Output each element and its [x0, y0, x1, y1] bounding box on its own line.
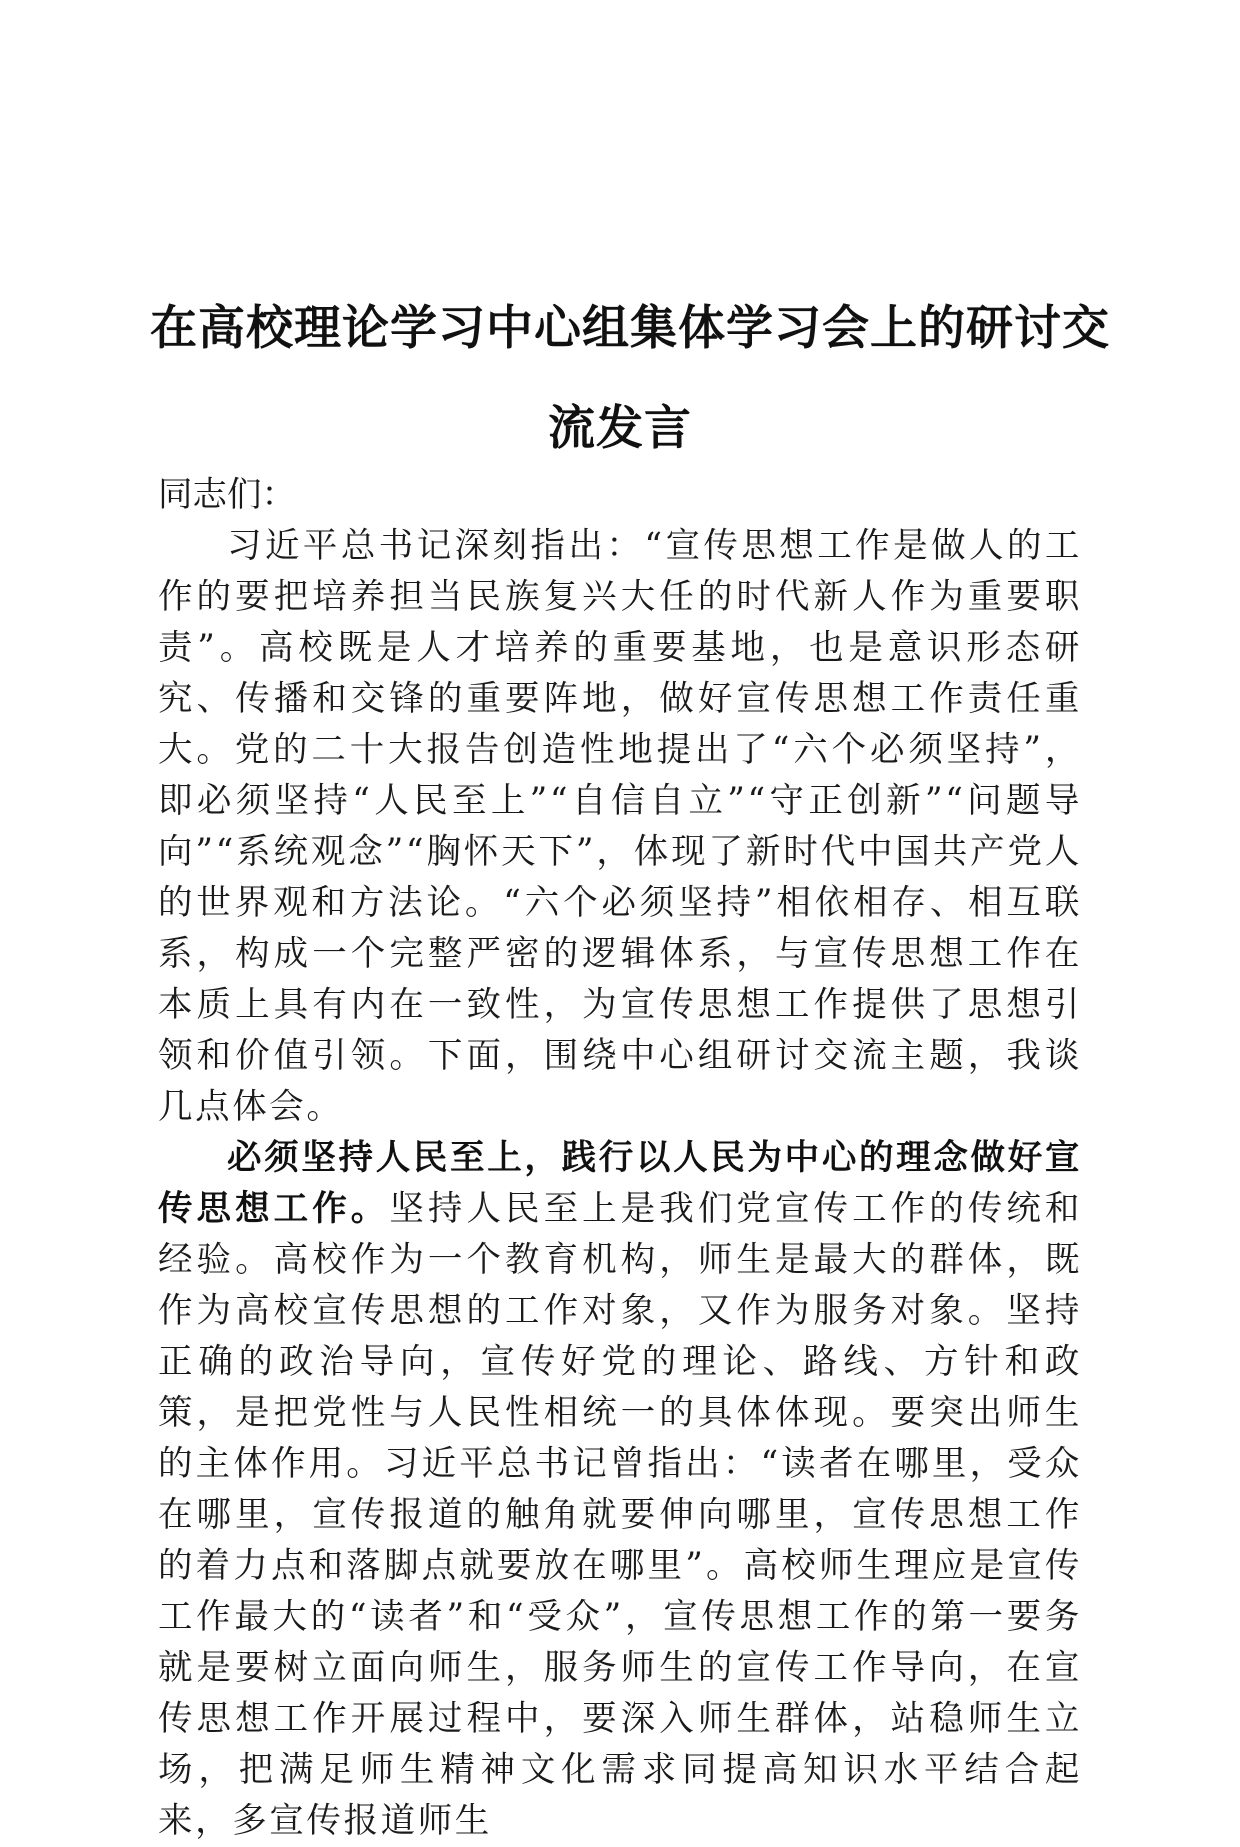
section-1-body: 坚持人民至上是我们党宣传工作的传统和经验。高校作为一个教育机构，师生是最大的群体，既作为高校宣传思想的工作对象，又作为服务对象。坚持正确的政治导向，宣传好党的理论、路线、方针和政策，是把党性与人民性相统一的具体体现。要突出师生的主体作用。习近平总书记曾指出：“读者在哪里，受众在哪里，宣传报道的触角就要伸向哪里，宣传思想工作的着力点和落脚点就要放在哪里”。高校师生理应是宣传工作最大的“读者”和“受众”，宣传思想工作的第一要务就是要树立面向师生，服务师生的宣传工作导向，在宣传思想工作开展过程中，要深入师生群体，站稳师生立场，把满足师生精神文化需求同提高知识水平结合起来，多宣传报道师生	[158, 1189, 1082, 1841]
title-line-2: 流发言	[548, 401, 692, 457]
section-1-paragraph	[158, 1133, 1082, 1847]
document-title	[150, 279, 1110, 479]
salutation: 同志们：	[158, 475, 296, 515]
intro-paragraph: 习近平总书记深刻指出：“宣传思想工作是做人的工作的要把培养担当民族复兴大任的时代新人作为重要职责”。高校既是人才培养的重要基地，也是意识形态研究、传播和交锋的重要阵地，做好宣传思想工作责任重大。党的二十大报告创造性地提出了“六个必须坚持”，即必须坚持“人民至上”“自信自立”“守正创新”“问题导向”“系统观念”“胸怀天下”，体现了新时代中国共产党人的世界观和方法论。“六个必须坚持”相依相存、相互联系，构成一个完整严密的逻辑体系，与宣传思想工作在本质上具有内在一致性，为宣传思想工作提供了思想引领和价值引领。下面，围绕中心组研讨交流主题，我谈几点体会。	[158, 526, 1082, 1127]
document-body	[158, 470, 1082, 1847]
title-line-1: 在高校理论学习中心组集体学习会上的研讨交	[150, 301, 1110, 357]
section-1-heading: 必须坚持人民至上，践行以人民为中心的理念做好宣传思想工作。	[158, 1138, 1082, 1229]
